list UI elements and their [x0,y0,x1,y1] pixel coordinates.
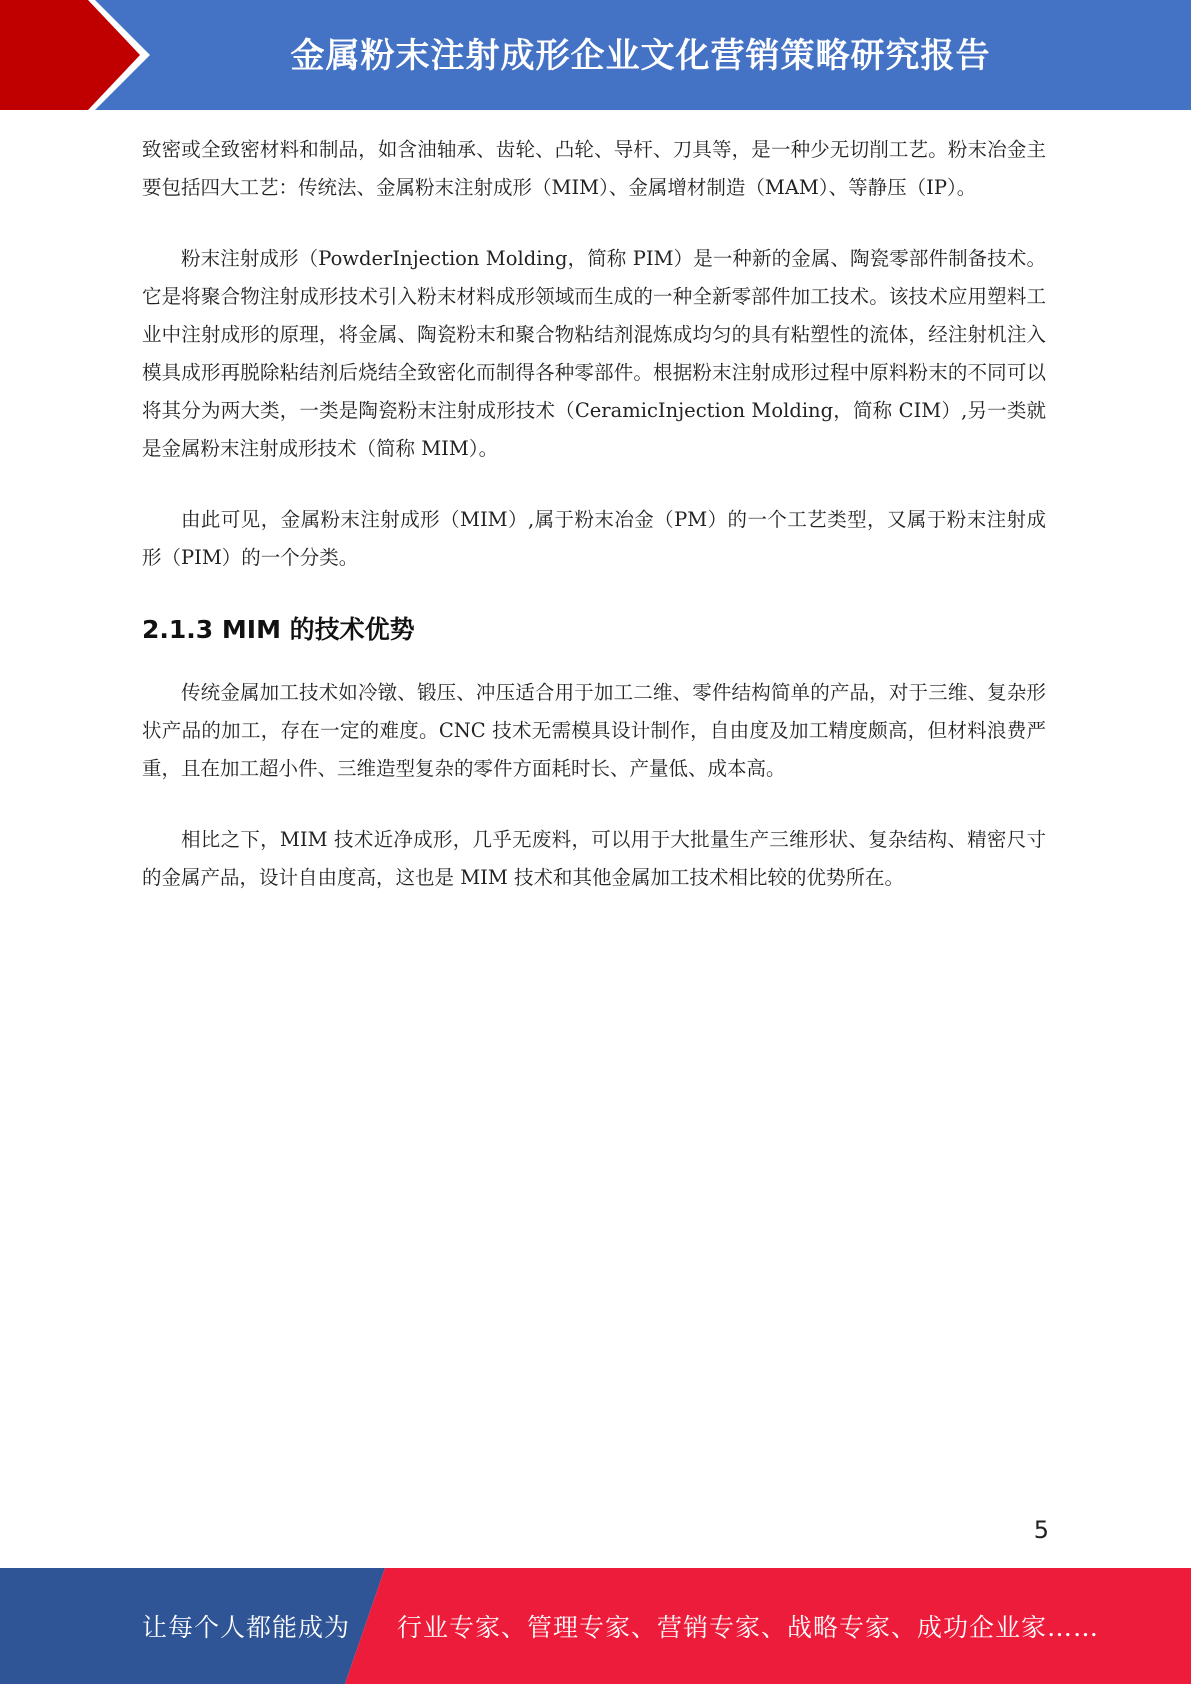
page-footer [0,1568,1191,1684]
footer-slogan-left: 让每个人都能成为 [142,1613,351,1642]
report-title: 金属粉末注射成形企业文化营销策略研究报告 [290,35,991,76]
section-heading: 2.1.3 MIM 的技术优势 [142,615,415,644]
page-number: 5 [1033,1516,1049,1544]
paragraph-traditional-processing: 传统金属加工技术如冷镦、锻压、冲压适合用于加工二维、零件结构简单的产品，对于三维、复杂形状产品的加工，存在一定的难度。CNC 技术无需模具设计制作，自由度及加工精度颇高，但材料浪费严重，且在加工超小件、三维造型复杂的零件方面耗时长、产量低、成本高。 [142,681,1046,780]
page-header [0,0,1191,110]
paragraph-mim-classification: 由此可见，金属粉末注射成形（MIM）,属于粉末冶金（PM）的一个工艺类型，又属于粉末注射成形（PIM）的一个分类。 [142,508,1046,569]
document-body [142,131,1046,930]
footer-slogan-right: 行业专家、管理专家、营销专家、战略专家、成功企业家…… [397,1613,1100,1642]
paragraph-mim-advantage: 相比之下，MIM 技术近净成形，几乎无废料，可以用于大批量生产三维形状、复杂结构、精密尺寸的金属产品，设计自由度高，这也是 MIM 技术和其他金属加工技术相比较的优势所在。 [142,828,1046,889]
paragraph-powder-metallurgy: 致密或全致密材料和制品，如含油轴承、齿轮、凸轮、导杆、刀具等，是一种少无切削工艺。粉末冶金主要包括四大工艺：传统法、金属粉末注射成形（MIM）、金属增材制造（MAM）、等静压（IP）。 [142,138,1046,199]
paragraph-pim: 粉末注射成形（PowderInjection Molding，简称 PIM）是一种新的金属、陶瓷零部件制备技术。它是将聚合物注射成形技术引入粉末材料成形领域而生成的一种全新零部件加工技术。该技术应用塑料工业中注射成形的原理，将金属、陶瓷粉末和聚合物粘结剂混炼成均匀的具有粘塑性的流体，经注射机注入模具成形再脱除粘结剂后烧结全致密化而制得各种零部件。根据粉末注射成形过程中原料粉末的不同可以将其分为两大类，一类是陶瓷粉末注射成形技术（CeramicInjection Molding，简称 CIM）,另一类就是金属粉末注射成形技术（简称 MIM）。 [142,247,1046,460]
